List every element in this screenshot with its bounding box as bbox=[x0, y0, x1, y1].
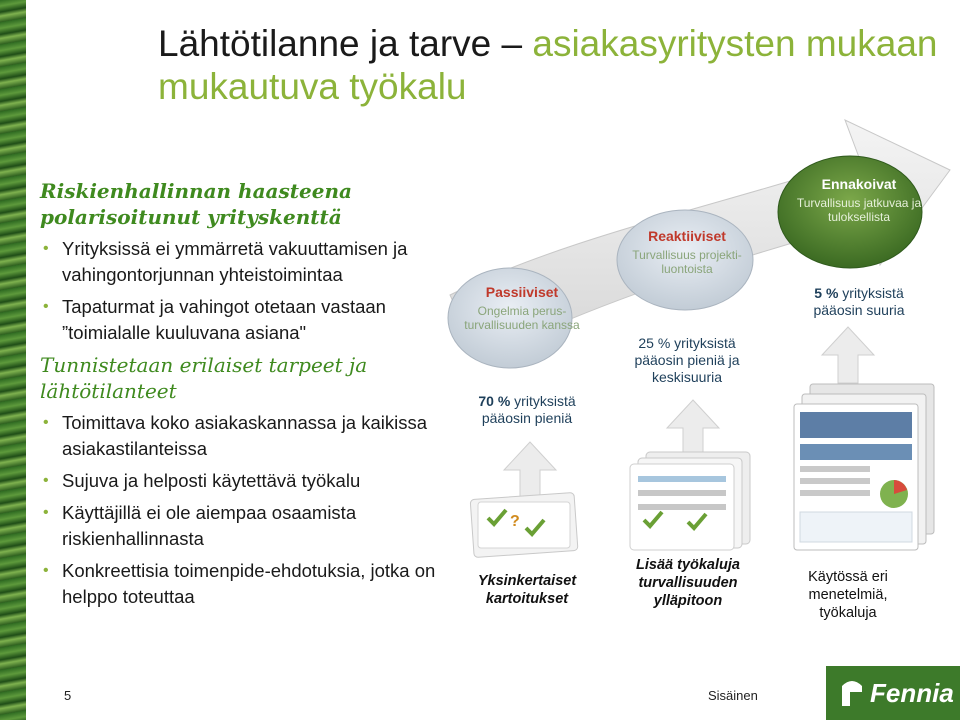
section-heading-1: Riskienhallinnan haasteena polarisoitunut yrityskenttä bbox=[40, 179, 352, 229]
caption-passive: Yksinkertaiset kartoitukset bbox=[477, 573, 577, 607]
stage-description: Ongelmia perus-turvallisuuden kanssa bbox=[464, 304, 580, 332]
percentage-passive: 70 % yrityksistä pääosin pieniä bbox=[478, 393, 576, 426]
list-item: • Toimittava koko asiakaskannassa ja kaikissa asiakastilanteissa bbox=[43, 412, 428, 459]
decorative-leaf-strip bbox=[0, 0, 26, 720]
stage-passive bbox=[462, 284, 582, 332]
svg-text:?: ? bbox=[510, 513, 520, 530]
percentage-proactive: 5 % yrityksistä pääosin suuria bbox=[813, 285, 905, 318]
list-item: • Konkreettisia toimenpide-ehdotuksia, jotka on helppo toteuttaa bbox=[43, 560, 436, 607]
caption-proactive: Käytössä eri menetelmiä, työkaluja bbox=[808, 569, 888, 621]
bullet-icon: • bbox=[43, 504, 49, 521]
bullet-icon: • bbox=[43, 562, 49, 579]
left-column bbox=[40, 178, 460, 616]
list-item: • Tapaturmat ja vahingot otetaan vastaan ”toimialalle kuuluvana asiana" bbox=[43, 296, 386, 343]
logo-text: Fennia bbox=[870, 678, 954, 708]
stage-description: Turvallisuus projekti-luontoista bbox=[632, 248, 742, 276]
up-arrow-icon bbox=[818, 325, 878, 385]
checklist-document-icon bbox=[466, 488, 584, 558]
bullet-icon: • bbox=[43, 298, 49, 315]
page-title bbox=[158, 22, 938, 108]
stage-name: Ennakoivat bbox=[821, 176, 897, 192]
leaf-logo-icon bbox=[838, 678, 866, 708]
list-item: • Käyttäjillä ei ole aiempaa osaamista riskienhallinnasta bbox=[43, 502, 357, 549]
classification-label: Sisäinen bbox=[708, 688, 758, 703]
bullet-list-1 bbox=[40, 236, 460, 346]
bullet-list-2 bbox=[40, 410, 460, 610]
caption-reactive: Lisää työkaluja turvallisuuden ylläpitoon bbox=[636, 557, 740, 609]
bullet-icon: • bbox=[43, 472, 49, 489]
software-screens-icon bbox=[792, 382, 942, 552]
title-part2: asiakasyritysten mukaan mukautuva työkalu bbox=[158, 23, 938, 107]
percentage-reactive: 25 % yrityksistä pääosin pieniä ja keskisuuria bbox=[634, 335, 740, 385]
document-stack-icon bbox=[628, 448, 758, 553]
title-part1: Lähtötilanne ja tarve – bbox=[158, 23, 523, 64]
fennia-logo bbox=[826, 666, 960, 720]
page-number: 5 bbox=[64, 688, 72, 703]
bullet-icon: • bbox=[43, 414, 49, 431]
stage-name: Reaktiiviset bbox=[648, 228, 726, 244]
list-item: • Sujuva ja helposti käytettävä työkalu bbox=[40, 468, 460, 494]
section-heading-2: Tunnistetaan erilaiset tarpeet ja lähtötilanteet bbox=[40, 353, 368, 403]
bullet-icon: • bbox=[43, 240, 49, 257]
stage-proactive bbox=[794, 176, 924, 224]
stage-description: Turvallisuus jatkuvaa ja tuloksellista bbox=[796, 196, 922, 224]
list-item: • Yrityksissä ei ymmärretä vakuuttamisen ja vahingontorjunnan yhteistoimintaa bbox=[43, 238, 408, 285]
stage-reactive bbox=[628, 228, 746, 276]
stage-name: Passiiviset bbox=[485, 284, 559, 300]
